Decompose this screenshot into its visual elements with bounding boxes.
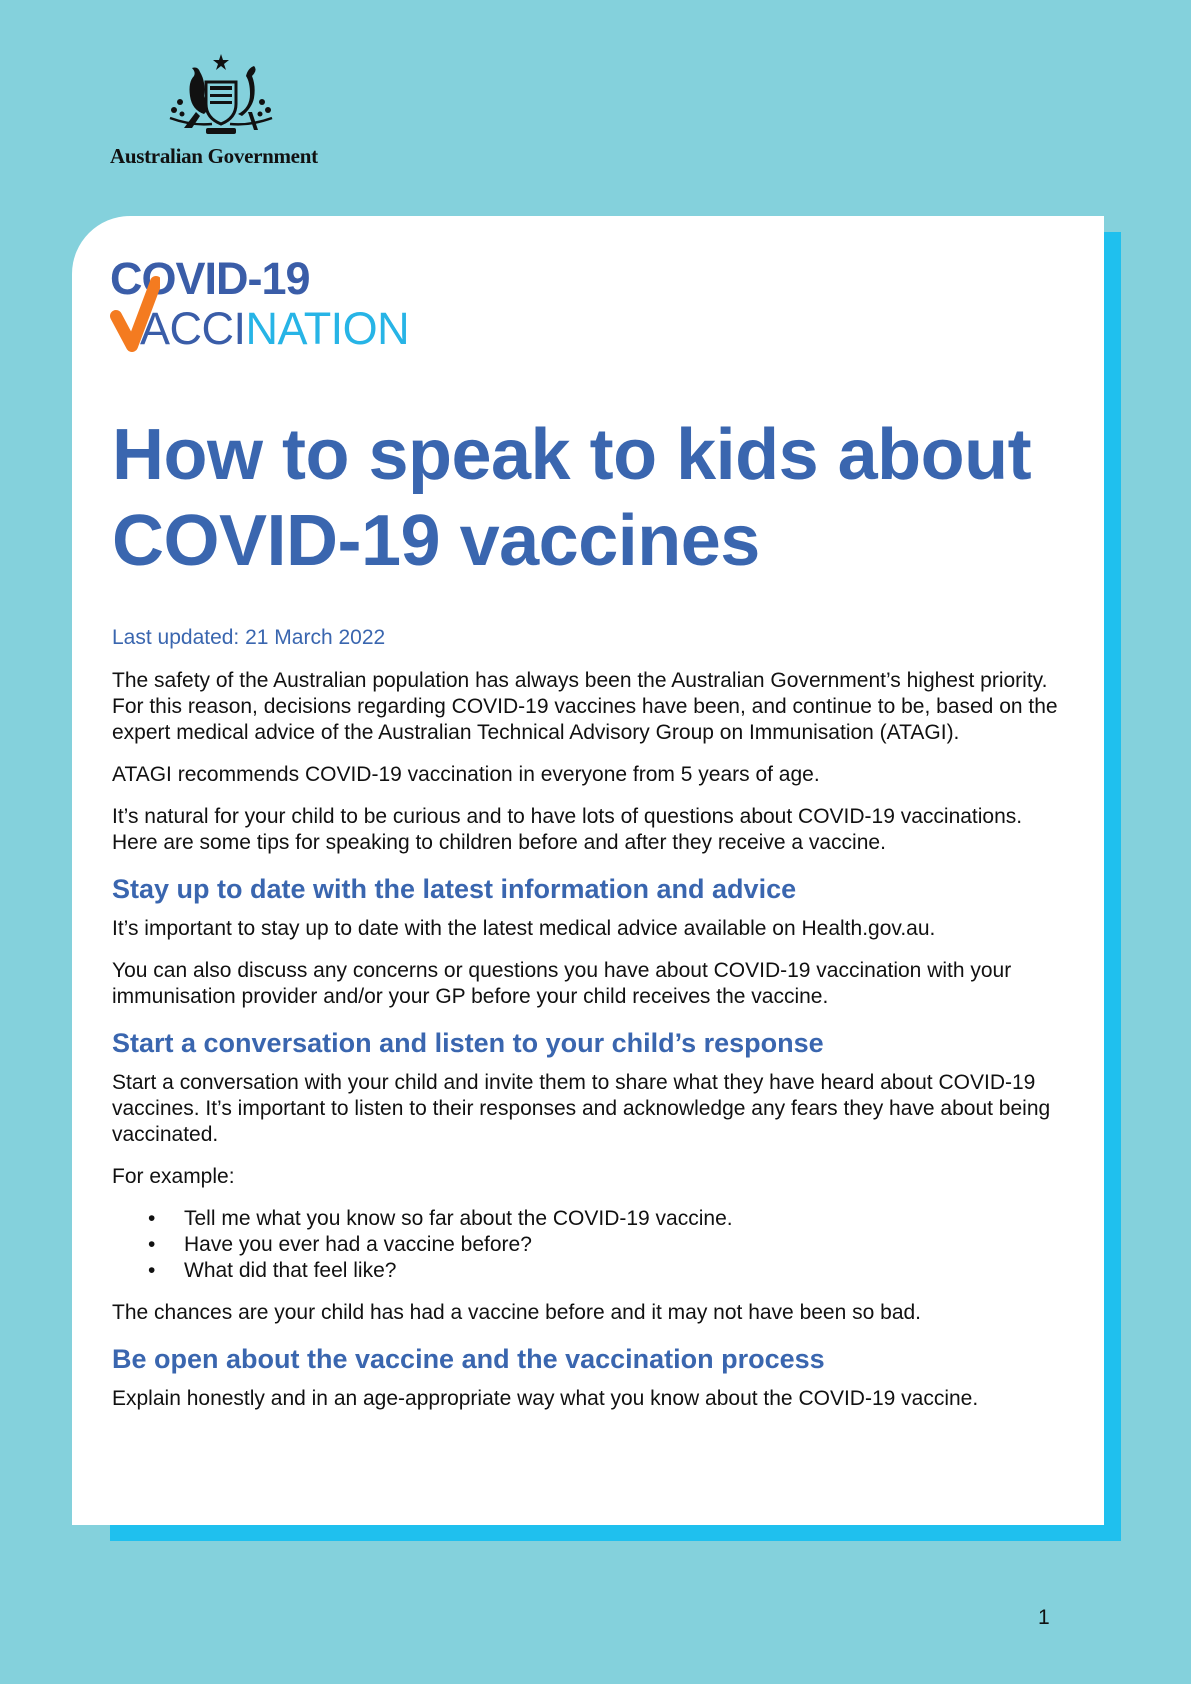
section-paragraph: You can also discuss any concerns or questions you have about COVID-19 vaccination with your immunisation provider and/or your GP before your child receives the vaccine.: [112, 959, 1012, 1008]
intro-paragraph: It’s natural for your child to be curious and to have lots of questions about COVID-19 vaccinations. Here are some tips for speaking to children before and after they receive a vaccine.: [112, 805, 1023, 854]
logo-vaccination-dark: ACCI: [140, 303, 246, 354]
section-heading: Stay up to date with the latest information and advice: [112, 874, 797, 904]
section-paragraph: For example:: [112, 1165, 235, 1188]
list-item: • Tell me what you know so far about the COVID-19 vaccine.: [184, 1206, 1062, 1232]
list-item: • What did that feel like?: [184, 1258, 1062, 1284]
page-number: 1: [1038, 1606, 1050, 1629]
list-item: • Have you ever had a vaccine before?: [184, 1232, 1062, 1258]
australian-government-logo: [110, 52, 330, 170]
section-paragraph: The chances are your child has had a vaccine before and it may not have been so bad.: [112, 1301, 922, 1324]
section-paragraph: Start a conversation with your child and invite them to share what they have heard about COVID-19 vaccines. It’s important to listen to their responses and acknowledge any fears they have about being vaccinated.: [112, 1071, 1051, 1146]
page-title: How to speak to kids about COVID-19 vaccines: [112, 415, 1032, 581]
intro-paragraph: The safety of the Australian population has always been the Australian Government’s highest priority. For this reason, decisions regarding COVID-19 vaccines have been, and continue to be, based on the expert medical advice of the Australian Technical Advisory Group on Immunisation (ATAGI).: [112, 669, 1058, 744]
content-card: [72, 216, 1104, 1525]
covid-vaccination-logo: [110, 254, 440, 359]
logo-line-vaccination: [140, 304, 409, 354]
example-questions-list: [112, 1206, 1062, 1284]
section-paragraph: Explain honestly and in an age-appropriate way what you know about the COVID-19 vaccine.: [112, 1387, 979, 1410]
coat-of-arms-icon: [162, 52, 280, 140]
government-name: Australian Government: [110, 144, 318, 168]
logo-line-covid: COVID-19: [110, 253, 310, 304]
document-body: [112, 668, 1062, 1428]
last-updated: Last updated: 21 March 2022: [112, 626, 386, 649]
logo-vaccination-light: NATION: [245, 303, 410, 354]
intro-paragraph: ATAGI recommends COVID-19 vaccination in everyone from 5 years of age.: [112, 763, 820, 786]
section-heading: Start a conversation and listen to your child’s response: [112, 1028, 824, 1058]
section-paragraph: It’s important to stay up to date with the latest medical advice available on Health.gov.au.: [112, 917, 936, 940]
section-heading: Be open about the vaccine and the vaccination process: [112, 1344, 825, 1374]
